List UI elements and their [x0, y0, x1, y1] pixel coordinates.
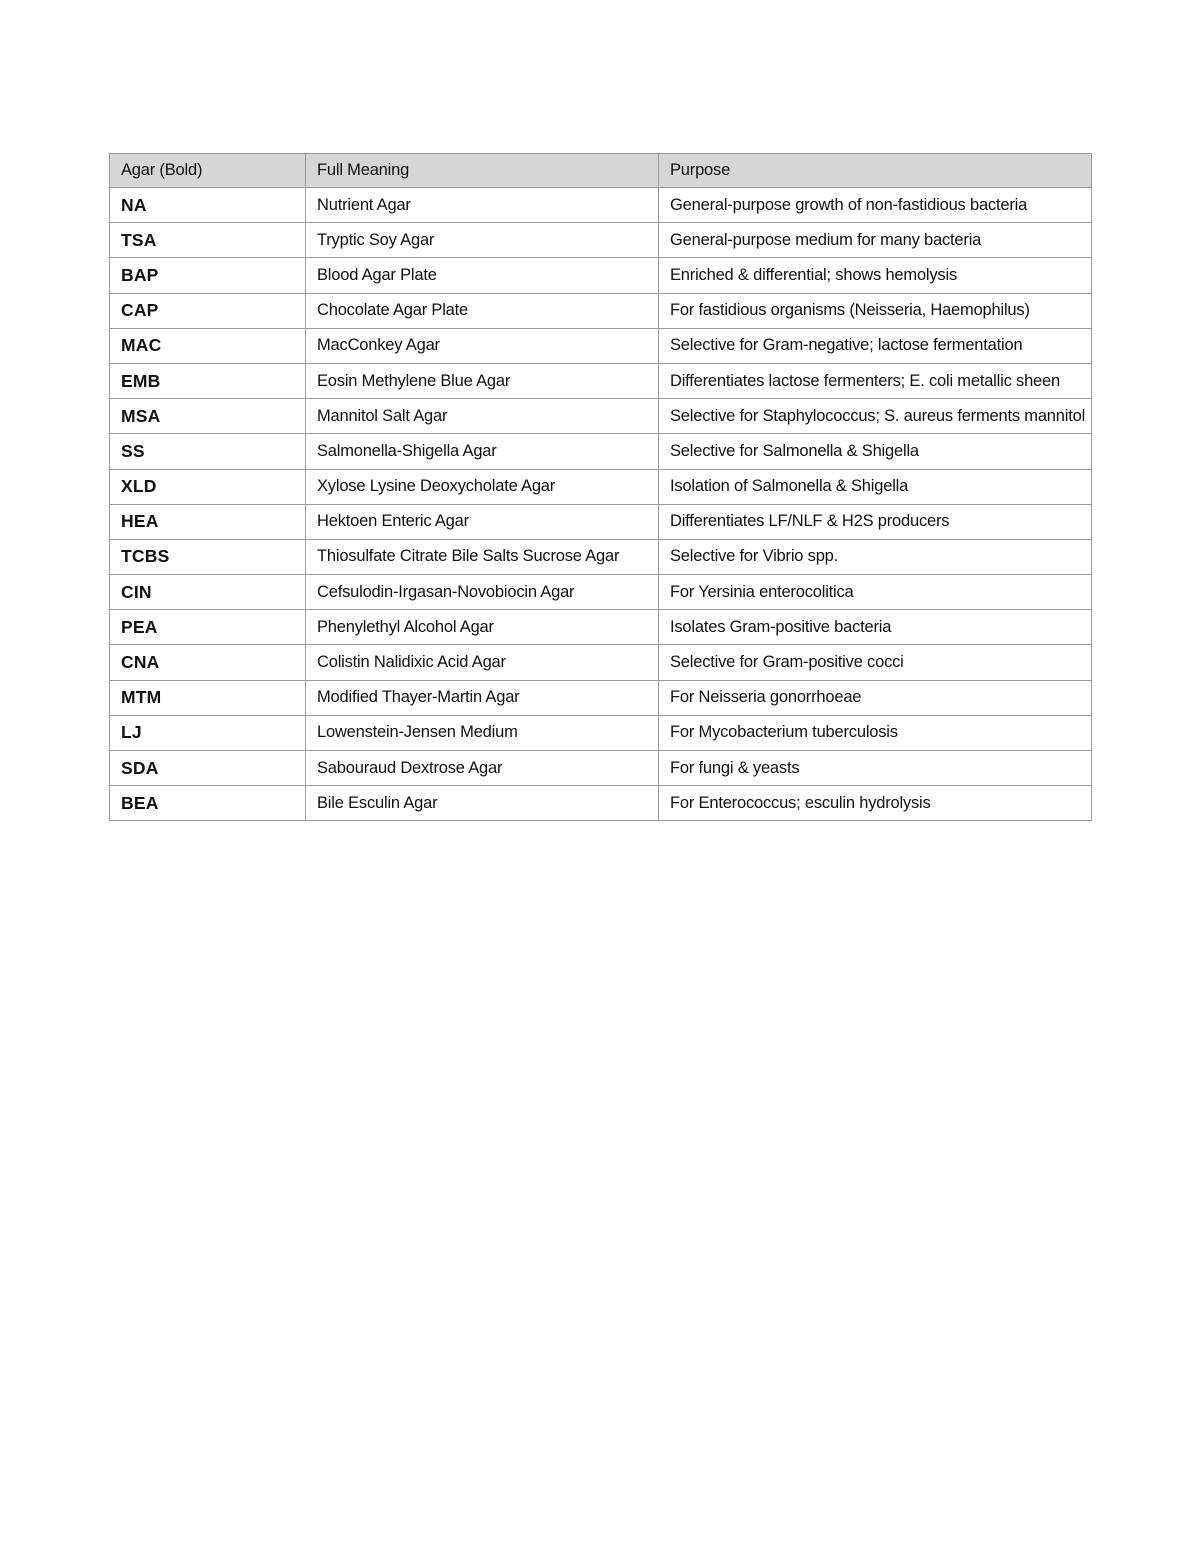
- agar-abbreviation: NA: [110, 188, 306, 223]
- agar-abbreviation: LJ: [110, 715, 306, 750]
- agar-purpose-cell: [659, 223, 1092, 258]
- table-row: [110, 258, 1092, 293]
- agar-purpose: For Neisseria gonorrhoeae: [670, 688, 862, 707]
- agar-purpose: Isolates Gram-positive bacteria: [670, 617, 892, 636]
- agar-full-meaning: Bile Esculin Agar: [306, 786, 659, 821]
- agar-abbreviation: BAP: [110, 258, 306, 293]
- agar-purpose-cell: [659, 715, 1092, 750]
- agar-purpose: For Mycobacterium tuberculosis: [670, 723, 898, 742]
- agar-abbreviation: PEA: [110, 610, 306, 645]
- agar-full-meaning: Modified Thayer-Martin Agar: [306, 680, 659, 715]
- table-row: [110, 293, 1092, 328]
- agar-purpose-cell: [659, 469, 1092, 504]
- agar-abbreviation: MSA: [110, 399, 306, 434]
- agar-purpose: Isolation of Salmonella & Shigella: [670, 477, 909, 496]
- table-row: [110, 715, 1092, 750]
- header-row: [110, 154, 1092, 188]
- table-row: [110, 786, 1092, 821]
- table-row: [110, 434, 1092, 469]
- table-body: [110, 188, 1092, 821]
- agar-abbreviation: TSA: [110, 223, 306, 258]
- agar-purpose: General-purpose growth of non-fastidious bacteria: [670, 195, 1028, 214]
- agar-purpose: Selective for Gram-negative; lactose fermentation: [670, 336, 1023, 355]
- agar-full-meaning: Chocolate Agar Plate: [306, 293, 659, 328]
- agar-purpose: For Enterococcus; esculin hydrolysis: [670, 793, 931, 812]
- table-row: [110, 399, 1092, 434]
- agar-purpose: General-purpose medium for many bacteria: [670, 230, 982, 249]
- agar-full-meaning: Phenylethyl Alcohol Agar: [306, 610, 659, 645]
- agar-purpose-cell: [659, 680, 1092, 715]
- agar-purpose-cell: [659, 363, 1092, 398]
- agar-purpose: For fungi & yeasts: [670, 758, 800, 777]
- agar-full-meaning: Thiosulfate Citrate Bile Salts Sucrose Agar: [306, 539, 659, 574]
- table-row: [110, 539, 1092, 574]
- table-row: [110, 363, 1092, 398]
- table-row: [110, 645, 1092, 680]
- agar-full-meaning: Nutrient Agar: [306, 188, 659, 223]
- agar-purpose-cell: [659, 328, 1092, 363]
- table-row: [110, 469, 1092, 504]
- table-header: [110, 154, 1092, 188]
- agar-purpose-cell: [659, 434, 1092, 469]
- agar-purpose-cell: [659, 645, 1092, 680]
- agar-purpose-cell: [659, 575, 1092, 610]
- agar-purpose: Selective for Vibrio spp.: [670, 547, 839, 566]
- table-row: [110, 504, 1092, 539]
- agar-purpose-cell: [659, 399, 1092, 434]
- header-purpose: Purpose: [659, 154, 1092, 188]
- agar-full-meaning: Tryptic Soy Agar: [306, 223, 659, 258]
- agar-table: [109, 153, 1092, 821]
- agar-abbreviation: CIN: [110, 575, 306, 610]
- agar-full-meaning: Cefsulodin-Irgasan-Novobiocin Agar: [306, 575, 659, 610]
- agar-abbreviation: SS: [110, 434, 306, 469]
- table-row: [110, 328, 1092, 363]
- agar-purpose: Selective for Gram-positive cocci: [670, 653, 904, 672]
- agar-full-meaning: MacConkey Agar: [306, 328, 659, 363]
- agar-abbreviation: XLD: [110, 469, 306, 504]
- agar-abbreviation: SDA: [110, 751, 306, 786]
- agar-full-meaning: Mannitol Salt Agar: [306, 399, 659, 434]
- agar-full-meaning: Colistin Nalidixic Acid Agar: [306, 645, 659, 680]
- agar-purpose-cell: [659, 504, 1092, 539]
- agar-full-meaning: Eosin Methylene Blue Agar: [306, 363, 659, 398]
- agar-abbreviation: HEA: [110, 504, 306, 539]
- header-agar: Agar (Bold): [110, 154, 306, 188]
- agar-full-meaning: Sabouraud Dextrose Agar: [306, 751, 659, 786]
- agar-purpose: Differentiates lactose fermenters; E. coli metallic sheen: [670, 371, 1060, 390]
- agar-abbreviation: CNA: [110, 645, 306, 680]
- agar-abbreviation: MTM: [110, 680, 306, 715]
- agar-purpose-cell: [659, 610, 1092, 645]
- agar-full-meaning: Salmonella-Shigella Agar: [306, 434, 659, 469]
- agar-purpose: Selective for Staphylococcus; S. aureus ferments mannitol: [670, 406, 1086, 425]
- agar-full-meaning: Hektoen Enteric Agar: [306, 504, 659, 539]
- agar-purpose-cell: [659, 539, 1092, 574]
- agar-purpose: For fastidious organisms (Neisseria, Haemophilus): [670, 301, 1030, 320]
- table-row: [110, 223, 1092, 258]
- agar-full-meaning: Lowenstein-Jensen Medium: [306, 715, 659, 750]
- agar-purpose-cell: [659, 258, 1092, 293]
- agar-abbreviation: EMB: [110, 363, 306, 398]
- agar-full-meaning: Xylose Lysine Deoxycholate Agar: [306, 469, 659, 504]
- agar-full-meaning: Blood Agar Plate: [306, 258, 659, 293]
- agar-purpose: Selective for Salmonella & Shigella: [670, 441, 919, 460]
- agar-purpose: Differentiates LF/NLF & H2S producers: [670, 512, 950, 531]
- agar-abbreviation: TCBS: [110, 539, 306, 574]
- agar-purpose: For Yersinia enterocolitica: [670, 582, 854, 601]
- agar-purpose-cell: [659, 751, 1092, 786]
- agar-purpose-cell: [659, 786, 1092, 821]
- header-full-meaning: Full Meaning: [306, 154, 659, 188]
- agar-abbreviation: MAC: [110, 328, 306, 363]
- table-row: [110, 680, 1092, 715]
- table-row: [110, 188, 1092, 223]
- agar-abbreviation: CAP: [110, 293, 306, 328]
- agar-abbreviation: BEA: [110, 786, 306, 821]
- agar-purpose-cell: [659, 188, 1092, 223]
- table-row: [110, 610, 1092, 645]
- agar-purpose: Enriched & differential; shows hemolysis: [670, 265, 958, 284]
- agar-purpose-cell: [659, 293, 1092, 328]
- table-row: [110, 575, 1092, 610]
- table-row: [110, 751, 1092, 786]
